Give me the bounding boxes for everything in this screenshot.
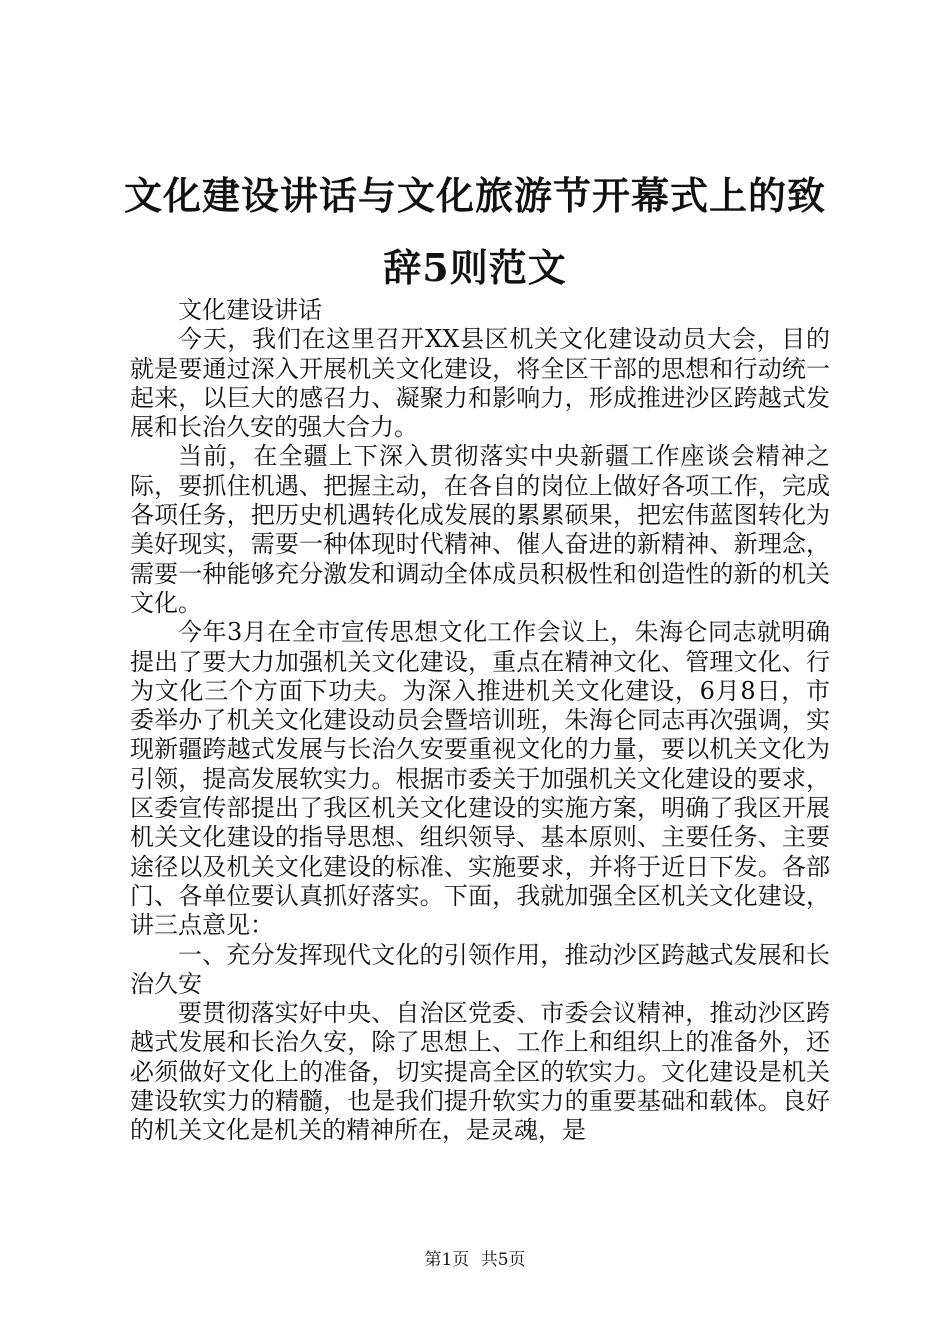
document-body <box>130 296 830 1146</box>
body-paragraph: 今年3月在全市宣传思想文化工作会议上，朱海仑同志就明确提出了要大力加强机关文化建设，重点在精神文化、管理文化、行为文化三个方面下功夫。为深入推进机关文化建设，6月8日，市委举办了机关文化建设动员会暨培训班，朱海仑同志再次强调，实现新疆跨越式发展与长治久安要重视文化的力量，要以机关文化为引领，提高发展软实力。根据市委关于加强机关文化建设的要求，区委宣传部提出了我区机关文化建设的实施方案，明确了我区开展机关文化建设的指导思想、组织领导、基本原则、主要任务、主要途径以及机关文化建设的标准、实施要求，并将于近日下发。各部门、各单位要认真抓好落实。下面，我就加强全区机关文化建设，讲三点意见： <box>130 618 830 940</box>
document-title: 文化建设讲话与文化旅游节开幕式上的致辞5则范文 <box>123 173 826 290</box>
subheading: 一、充分发挥现代文化的引领作用，推动沙区跨越式发展和长治久安 <box>130 940 830 998</box>
section-heading: 文化建设讲话 <box>178 296 322 324</box>
body-paragraph: 今天，我们在这里召开XX县区机关文化建设动员大会，目的就是要通过深入开展机关文化建设，将全区干部的思想和行动统一起来，以巨大的感召力、凝聚力和影响力，形成推进沙区跨越式发展和长治久安的强大合力。 <box>130 325 830 442</box>
page-total: 共5页 <box>480 1250 526 1270</box>
body-paragraph: 当前，在全疆上下深入贯彻落实中央新疆工作座谈会精神之际，要抓住机遇、把握主动，在各自的岗位上做好各项工作，完成各项任务，把历史机遇转化成发展的累累硕果，把宏伟蓝图转化为美好现实，需要一种体现时代精神、催人奋进的新精神、新理念，需要一种能够充分激发和调动全体成员积极性和创造性的新的机关文化。 <box>130 442 830 617</box>
page-number: 第1页 <box>424 1250 470 1270</box>
body-paragraph: 要贯彻落实好中央、自治区党委、市委会议精神，推动沙区跨越式发展和长治久安，除了思想上、工作上和组织上的准备外，还必须做好文化上的准备，切实提高全区的软实力。文化建设是机关建设软实力的精髓，也是我们提升软实力的重要基础和载体。良好的机关文化是机关的精神所在，是灵魂，是 <box>130 999 830 1145</box>
page-footer <box>0 1245 950 1270</box>
